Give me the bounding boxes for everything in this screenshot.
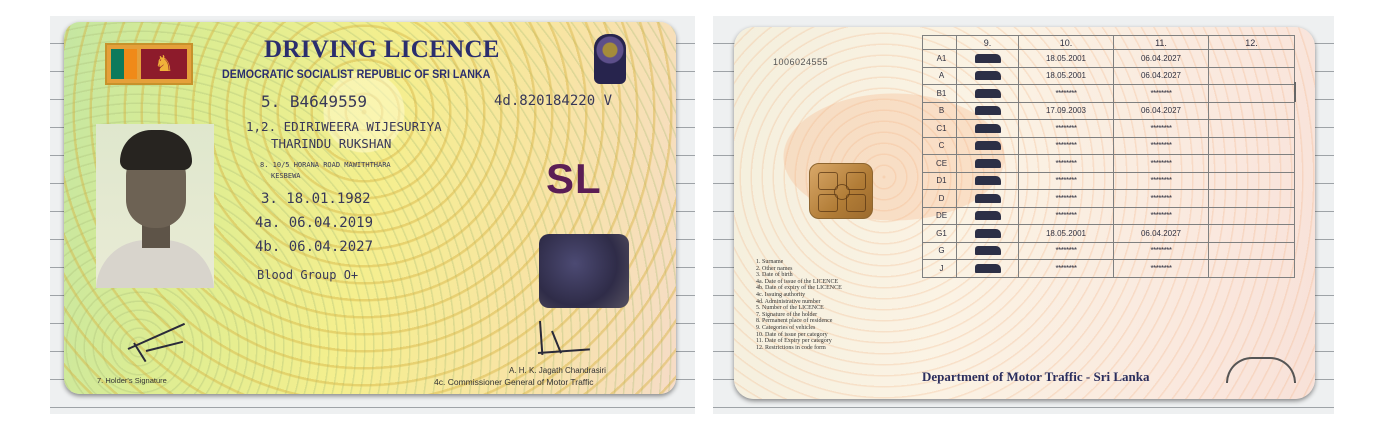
vehicle-icon xyxy=(975,229,1001,238)
issue-date-cell: ******** xyxy=(1019,137,1114,155)
category-row xyxy=(923,207,1295,225)
holder-names-line1: 1,2. EDIRIWEERA WIJESURIYA xyxy=(246,119,442,134)
column-header: 9. xyxy=(957,36,1019,50)
expiry-date-cell: 06.04.2027 xyxy=(1114,50,1209,68)
restrictions-cell xyxy=(1209,155,1295,173)
hologram-seal xyxy=(539,234,629,308)
vehicle-icon xyxy=(975,211,1001,220)
legend-item: 3. Date of birth xyxy=(756,272,793,279)
category-row xyxy=(923,102,1295,120)
category-code: A1 xyxy=(923,50,957,68)
vehicle-icon xyxy=(957,207,1019,225)
category-row xyxy=(923,67,1295,85)
commissioner-title: 4c. Commissioner General of Motor Traffic xyxy=(434,377,594,387)
category-code-header xyxy=(923,36,957,50)
vehicle-icon xyxy=(957,50,1019,68)
category-row xyxy=(923,85,1295,103)
expiry-date: 4b. 06.04.2027 xyxy=(255,239,374,255)
legend-item: 4b. Date of expiry of the LICENCE xyxy=(756,285,842,292)
category-row xyxy=(923,260,1295,278)
blood-group: Blood Group O+ xyxy=(257,268,359,282)
category-code: J xyxy=(923,260,957,278)
front-card-photo xyxy=(50,16,695,414)
restrictions-cell xyxy=(1209,120,1295,138)
expiry-date-cell: ******** xyxy=(1114,85,1209,103)
expiry-date-cell: ******** xyxy=(1114,172,1209,190)
restrictions-cell xyxy=(1209,242,1295,260)
issue-date: 4a. 06.04.2019 xyxy=(255,215,374,231)
vehicle-icon xyxy=(957,172,1019,190)
issue-date-cell: 17.09.2003 xyxy=(1019,102,1114,120)
vehicle-icon xyxy=(957,102,1019,120)
issue-date-cell: ******** xyxy=(1019,172,1114,190)
commissioner-name: A. H. K. Jagath Chandrasiri xyxy=(509,366,606,375)
issue-date-cell: ******** xyxy=(1019,190,1114,208)
issue-date-cell: ******** xyxy=(1019,260,1114,278)
category-row xyxy=(923,172,1295,190)
legend-item: 5. Number of the LICENCE xyxy=(756,305,824,312)
expiry-date-cell: ******** xyxy=(1114,207,1209,225)
expiry-date-cell: ******** xyxy=(1114,260,1209,278)
category-row xyxy=(923,137,1295,155)
holder-signature xyxy=(126,322,196,358)
vehicle-icon xyxy=(975,54,1001,63)
category-header-row xyxy=(923,36,1295,50)
category-code: C1 xyxy=(923,120,957,138)
category-code: B1 xyxy=(923,85,957,103)
expiry-date-cell: ******** xyxy=(1114,190,1209,208)
issue-date-cell: 18.05.2001 xyxy=(1019,225,1114,243)
issue-date-cell: ******** xyxy=(1019,85,1114,103)
restrictions-cell xyxy=(1209,102,1295,120)
vehicle-icon xyxy=(975,124,1001,133)
vehicle-icon xyxy=(975,71,1001,80)
legend-item: 12. Restrictions in code form xyxy=(756,344,826,351)
column-header: 10. xyxy=(1019,36,1114,50)
legend-item: 9. Categories of vehicles xyxy=(756,324,816,331)
field-legend xyxy=(756,259,842,351)
holder-signature-label: 7. Holder's Signature xyxy=(97,376,167,385)
issue-date-cell: ******** xyxy=(1019,242,1114,260)
licence-title: DRIVING LICENCE xyxy=(264,36,500,63)
legend-item: 7. Signature of the holder xyxy=(756,311,818,318)
country-code: SL xyxy=(546,155,602,202)
expiry-date-cell: 06.04.2027 xyxy=(1114,67,1209,85)
vehicle-icon xyxy=(975,246,1001,255)
restrictions-cell xyxy=(1209,67,1295,85)
category-code: D1 xyxy=(923,172,957,190)
restrictions-cell xyxy=(1209,190,1295,208)
issue-date-cell: ******** xyxy=(1019,155,1114,173)
licence-front xyxy=(64,22,676,394)
smart-chip xyxy=(809,163,873,219)
nic-number: 4d.820184220 V xyxy=(494,93,613,109)
vehicle-category-table xyxy=(922,35,1295,278)
restrictions-cell xyxy=(1209,207,1295,225)
holder-photo xyxy=(96,124,214,288)
vehicle-icon xyxy=(957,155,1019,173)
vehicle-icon xyxy=(975,89,1001,98)
date-of-birth: 3. 18.01.1982 xyxy=(261,191,371,207)
legend-item: 4c. Issuing authority xyxy=(756,291,806,298)
expiry-date-cell: 06.04.2027 xyxy=(1114,225,1209,243)
expiry-date-cell: ******** xyxy=(1114,242,1209,260)
legend-item: 1. Surname xyxy=(756,259,784,265)
hologram-mark-icon xyxy=(1294,82,1300,102)
category-row xyxy=(923,120,1295,138)
department-footer: Department of Motor Traffic - Sri Lanka xyxy=(922,369,1150,384)
vehicle-icon xyxy=(957,85,1019,103)
issue-date-cell: ******** xyxy=(1019,207,1114,225)
vehicle-icon xyxy=(975,264,1001,273)
sri-lanka-flag-icon: ♞ xyxy=(105,43,193,85)
country-name: DEMOCRATIC SOCIALIST REPUBLIC OF SRI LANKA xyxy=(222,69,491,81)
category-code: B xyxy=(923,102,957,120)
column-header: 11. xyxy=(1114,36,1209,50)
restrictions-cell xyxy=(1209,260,1295,278)
category-code: C xyxy=(923,137,957,155)
vehicle-icon xyxy=(975,176,1001,185)
vehicle-icon xyxy=(957,242,1019,260)
address-line2: KESBEWA xyxy=(271,172,301,180)
legend-item: 4d. Administrative number xyxy=(756,298,821,305)
restrictions-cell xyxy=(1209,225,1295,243)
issue-date-cell: 18.05.2001 xyxy=(1019,67,1114,85)
legend-item: 11. Date of Expiry per category xyxy=(756,338,832,345)
legend-item: 4a. Date of issue of the LICENCE xyxy=(756,278,839,285)
expiry-date-cell: ******** xyxy=(1114,155,1209,173)
category-code: CE xyxy=(923,155,957,173)
category-row xyxy=(923,50,1295,68)
licence-number: 5. B4649559 xyxy=(261,92,367,111)
category-row xyxy=(923,225,1295,243)
restrictions-cell xyxy=(1209,50,1295,68)
vehicle-icon xyxy=(975,159,1001,168)
vehicle-icon xyxy=(957,225,1019,243)
legend-item: 8. Permanent place of residence xyxy=(756,318,833,325)
vehicle-icon xyxy=(975,194,1001,203)
issue-date-cell: 18.05.2001 xyxy=(1019,50,1114,68)
vehicle-icon xyxy=(957,190,1019,208)
back-card-photo xyxy=(713,16,1334,414)
address-line1: 8. 10/5 HORANA ROAD MAWITHTHARA xyxy=(260,161,391,169)
vehicle-icon xyxy=(975,106,1001,115)
expiry-date-cell: ******** xyxy=(1114,137,1209,155)
category-code: DE xyxy=(923,207,957,225)
legend-item: 2. Other names xyxy=(756,265,793,272)
category-row xyxy=(923,190,1295,208)
category-row xyxy=(923,242,1295,260)
legend-item: 10. Date of issue per category xyxy=(756,331,828,338)
category-code: G1 xyxy=(923,225,957,243)
category-row xyxy=(923,155,1295,173)
holder-names-line2: THARINDU RUKSHAN xyxy=(271,136,392,151)
category-code: G xyxy=(923,242,957,260)
restrictions-cell xyxy=(1209,172,1295,190)
department-logo-icon xyxy=(1226,357,1296,383)
expiry-date-cell: ******** xyxy=(1114,120,1209,138)
restrictions-cell xyxy=(1209,137,1295,155)
commissioner-signature xyxy=(534,318,592,358)
card-serial: 1006024555 xyxy=(773,57,829,67)
column-header: 12. xyxy=(1209,36,1295,50)
vehicle-icon xyxy=(975,141,1001,150)
expiry-date-cell: 06.04.2027 xyxy=(1114,102,1209,120)
category-code: A xyxy=(923,67,957,85)
licence-back xyxy=(734,27,1315,399)
vehicle-icon xyxy=(957,260,1019,278)
issue-date-cell: ******** xyxy=(1019,120,1114,138)
restrictions-cell xyxy=(1209,85,1295,103)
vehicle-icon xyxy=(957,120,1019,138)
national-emblem-icon xyxy=(594,34,626,84)
category-code: D xyxy=(923,190,957,208)
vehicle-icon xyxy=(957,67,1019,85)
vehicle-icon xyxy=(957,137,1019,155)
